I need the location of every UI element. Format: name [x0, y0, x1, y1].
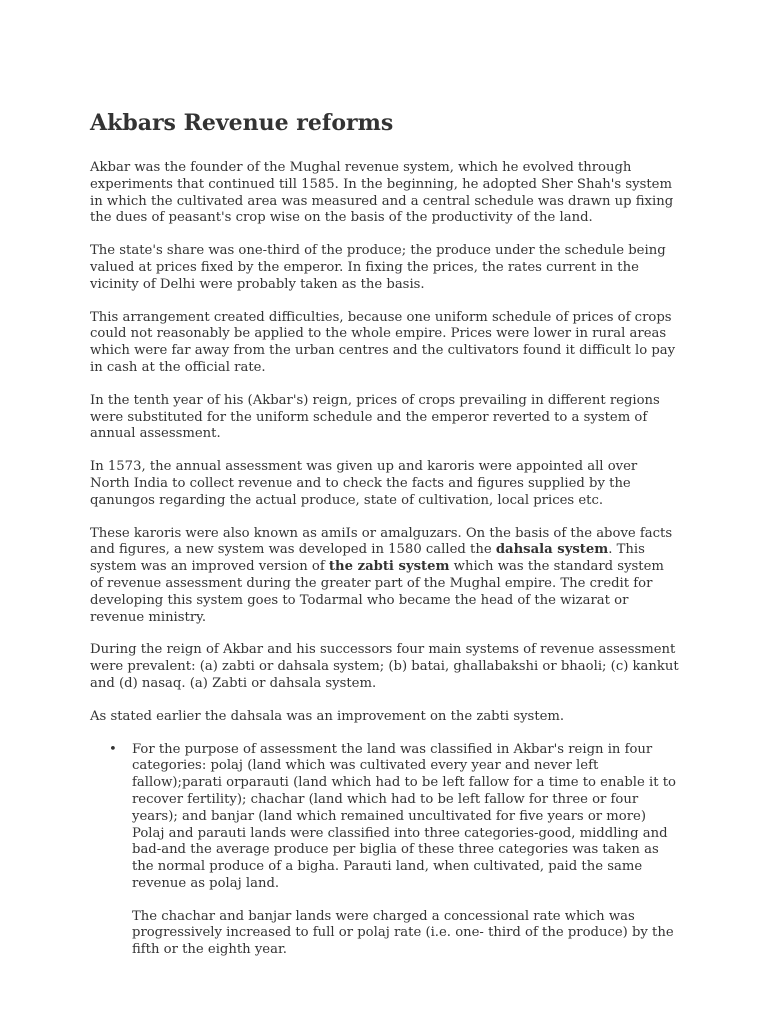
page-title: Akbars Revenue reforms	[90, 110, 394, 136]
paragraph-6	[90, 526, 680, 627]
paragraph-5: In 1573, the annual assessment was given up and karoris were appointed all over North India to collect revenue and to check the facts and figures supplied by the qanungos regarding the actual produce, state of cultivation, local prices etc.	[90, 459, 638, 508]
list-item-paragraph-1: For the purpose of assessment the land was classified in Akbar's reign in four categories: polaj (land which was cultivated every year and never left fallow);parati orparauti (land which had to be left fallow for a time to enable it to recover fertility); chachar (land which had to be left fallow for three or four years); and banjar (land which remained uncultivated for five years or more) Polaj and parauti lands were classified into three categories-good, middling and bad-and the average produce per biglia of these three categories was taken as the normal produce of a bigha. Parauti land, when cultivated, paid the same revenue as polaj land.	[132, 741, 676, 891]
document-page	[90, 108, 680, 975]
bullet-list	[90, 742, 680, 960]
paragraph-7: During the reign of Akbar and his successors four main systems of revenue assessment were prevalent: (a) zabti or dahsala system; (b) batai, ghallabakshi or bhaoli; (c) kankut and (d) nasaq. (a) Zabti or dahsala system.	[90, 642, 679, 691]
paragraph-8: As stated earlier the dahsala was an improvement on the zabti system.	[90, 708, 565, 724]
list-item	[109, 741, 680, 960]
paragraph-6-text-d: which was the standard system of revenue assessment during the greater part of the Mughal empire. The credit for developing this system goes to Todarmal who became the head of the wizarat or revenue ministry.	[90, 559, 664, 625]
list-item-paragraph-2: The chachar and banjar lands were charged a concessional rate which was progressively increased to full or polaj rate (i.e. one- third of the produce) by the fifth or the eighth year.	[132, 908, 674, 958]
paragraph-1: Akbar was the founder of the Mughal revenue system, which he evolved through experiments that continued till 1585. In the beginning, he adopted Sher Shah's system in which the cultivated area was measured and a central schedule was drawn up fixing the dues of peasant's crop wise on the basis of the productivity of the land.	[90, 160, 674, 226]
paragraph-6-text-a: These karoris were also known as amiIs or amalguzars. On the basis of the above facts and figures, a new system was developed in 1580 called the	[90, 525, 673, 558]
paragraph-2: The state's share was one-third of the produce; the produce under the schedule being valued at prices fixed by the emperor. In fixing the prices, the rates current in the vicinity of Delhi were probably taken as the basis.	[90, 243, 666, 292]
bullet-marker: •	[109, 741, 117, 757]
paragraph-3: This arrangement created difficulties, because one uniform schedule of prices of crops could not reasonably be applied to the whole empire. Prices were lower in rural areas which were far away from the urban centres and the cultivators found it difficult lo pay in cash at the official rate.	[90, 309, 676, 375]
paragraph-4: In the tenth year of his (Akbar's) reign, prices of crops prevailing in different regions were substituted for the uniform schedule and the emperor reverted to a system of annual assessment.	[90, 392, 660, 442]
bold-term-dahsala: dahsala system	[495, 542, 609, 558]
bold-term-zabti: the zabti system	[328, 559, 450, 575]
paragraph-6-text-c: . This system was an improved version of	[90, 542, 645, 575]
